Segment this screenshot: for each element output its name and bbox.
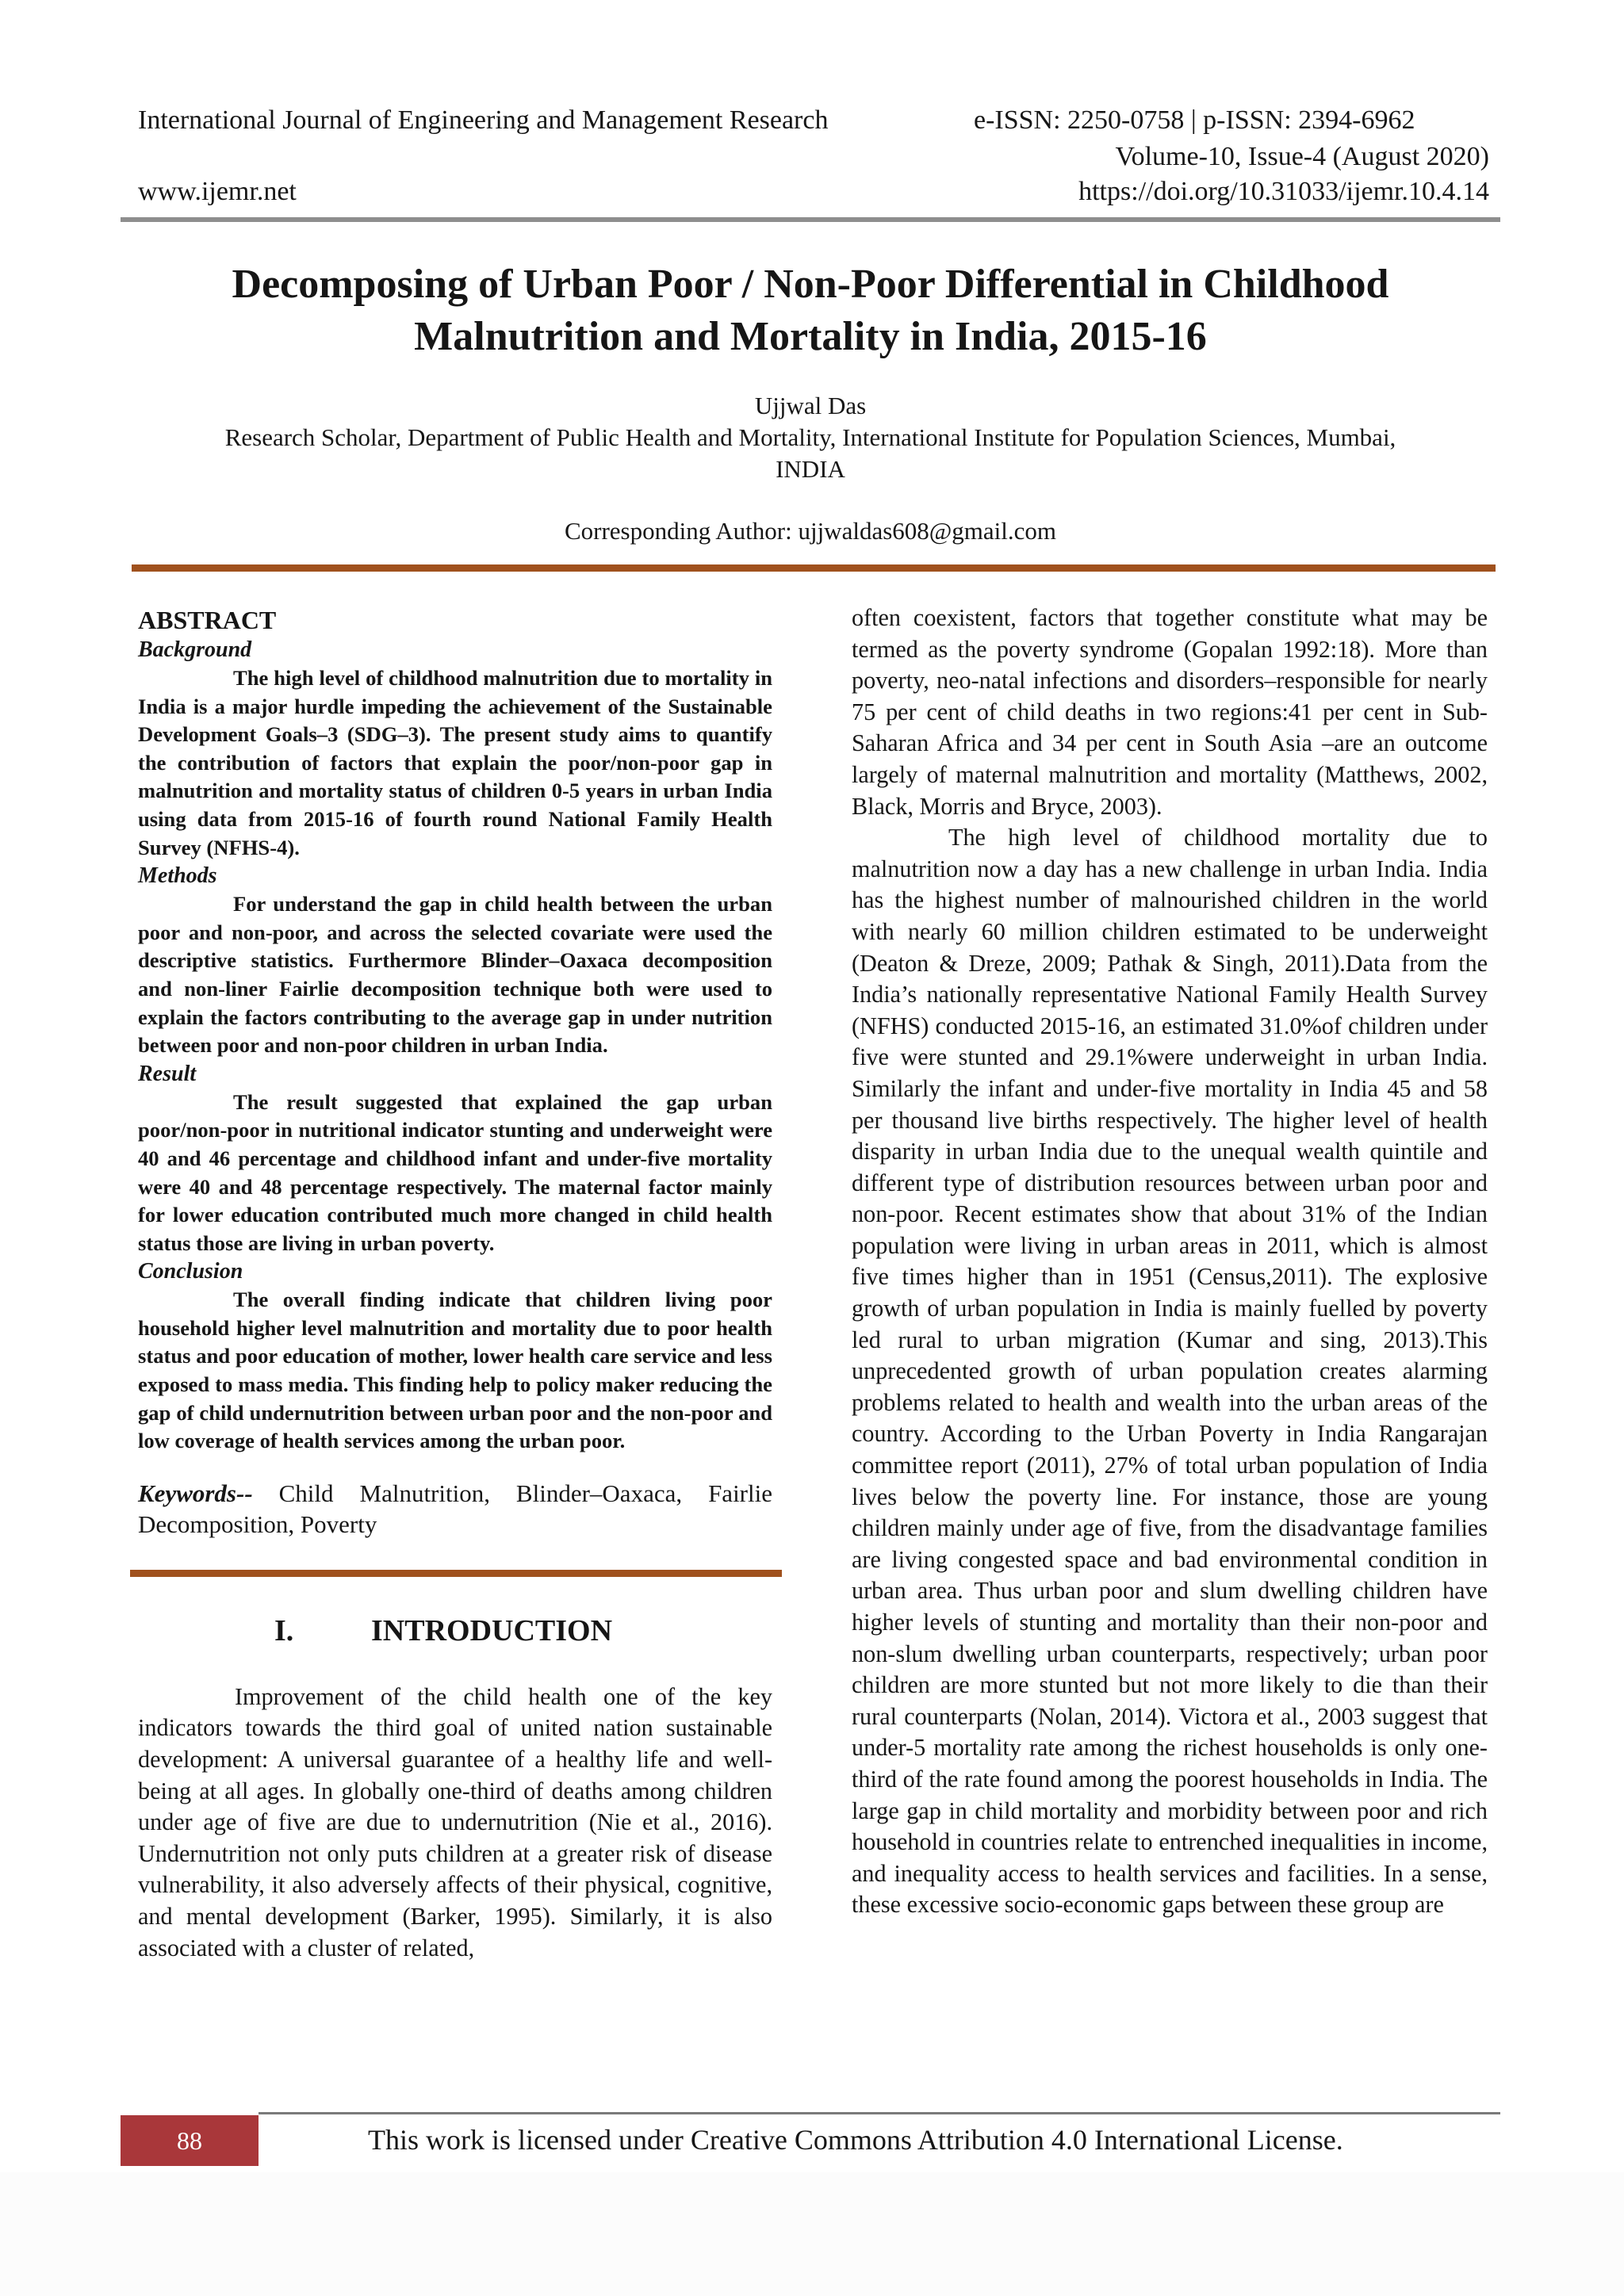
introduction-paragraph-2: The high level of childhood mortality due to malnutrition now a day has a new challenge in urban India. India has the highest number of malnourished children in the world with nearly 60 million children estimated to be underweight (Deaton & Dreze, 2009; Pathak & Singh, 2011).Data from the India’s nationally representative National Family Health Survey (NFHS) conducted 2015-16, an estimated 31.0%of children under five were stunted and 29.1%were underweight in urban India. Similarly the infant and under-five mortality in India 45 and 58 per thousand live births respectively. The higher level of health disparity in urban India due to the unequal wealth quintile and different type of distribution resources between urban poor and non-poor. Recent estimates show that about 31% of the Indian population were living in urban areas in 2011, which is almost five times higher than in 1951 (Census,2011). The explosive growth of urban population in India is mainly fuelled by poverty led rural to urban migration (Kumar and sing, 2013).This unprecedented growth of urban population creates alarming problems related to health and wealth into the urban areas of the country. According to the Urban Poverty in India Rangarajan committee report (2011), 27% of total urban population of India lives below the poverty line. For instance, those are young children mainly under age of five, from the disadvantage families are living congested space and bad environmental condition in urban area. Thus urban poor and slum dwelling children have higher levels of stunting and mortality than their non-poor and non-slum dwelling urban counterparts, respectively; urban poor children are more stunted but not more likely to die than their rural counterparts (Nolan, 2014). Victora et al., 2003 suggest that under-5 mortality rate among the richest households is only one-third of the rate found among the poorest households in India. The large gap in child mortality and morbidity between poor and rich household in countries relate to entrenched inequalities in income, and inequality access to health services and facilities. In a sense, these excessive socio-economic gaps between these group are [852,824,1488,1919]
footer-rule [259,2112,1500,2114]
abstract-heading: ABSTRACT [138,606,277,634]
issn-text: e-ISSN: 2250-0758 | p-ISSN: 2394-6962 [974,105,1415,135]
right-column [852,603,1488,1921]
conclusion-text: The overall finding indicate that children living poor household higher level malnutrition and mortality due to poor health status and poor education of mother, lower health care service and less exposed to mass media. This finding help to policy maker reducing the gap of child undernutrition between urban poor and the non-poor and low coverage of health services among the urban poor. [138,1288,772,1453]
title-divider [132,564,1496,572]
methods-text: For understand the gap in child health between the urban poor and non-poor, and across the selected covariate were used the descriptive statistics. Furthermore Blinder–Oaxaca decomposition and non-liner Fairlie decomposition technique both were used to explain the factors contributing to the average gap in under nutrition between poor and non-poor children in urban India. [138,892,772,1058]
result-heading: Result [138,1061,197,1086]
keywords [138,1478,772,1540]
result-text: The result suggested that explained the gap urban poor/non-poor in nutritional indicator stunting and underweight were 40 and 46 percentage and childhood infant and under-five mortality were 40 and 48 percentage respectively. The maternal factor mainly for lower education contributed much more changed in child health status those are living in urban poverty. [138,1089,772,1255]
website-link[interactable]: www.ijemr.net [138,177,297,206]
journal-name: International Journal of Engineering and Management Research [138,105,829,135]
keywords-text: Child Malnutrition, Blinder–Oaxaca, Fairlie Decomposition, Poverty [138,1479,772,1538]
header-rule [121,217,1500,222]
affiliation-line-2: INDIA [776,455,845,483]
introduction-paragraph-1-continued: often coexistent, factors that together constitute what may be termed as the poverty syndrome (Gopalan 1992:18). More than poverty, neo-natal infections and disorders–responsible for nearly 75 per cent of child deaths in two regions:41 per cent in Sub-Saharan Africa and 34 per cent in South Asia –are an outcome largely of maternal malnutrition and mortality (Matthews, 2002, Black, Morris and Bryce, 2003). [852,604,1488,820]
left-column [138,604,772,1964]
section-title: INTRODUCTION [371,1613,613,1647]
keywords-label: Keywords-- [138,1479,253,1507]
section-number: I. [274,1613,294,1647]
volume-text: Volume-10, Issue-4 (August 2020) [1115,142,1489,171]
conclusion-heading: Conclusion [138,1259,243,1284]
background-text: The high level of childhood malnutrition due to mortality in India is a major hurdle impeding the achievement of the Sustainable Development Goals–3 (SDG–3). The present study aims to quantify the contribution of factors that explain the poor/non-poor gap in malnutrition and mortality status of children 0-5 years in urban India using data from 2015-16 of fourth round National Family Health Survey (NFHS-4). [138,666,772,859]
footer-shade [0,2172,1624,2296]
abstract-divider [130,1570,782,1577]
title-line-2: Malnutrition and Mortality in India, 2015-16 [414,314,1207,359]
paper-title [121,258,1500,363]
methods-heading: Methods [138,863,217,889]
introduction-heading [274,1612,772,1650]
introduction-paragraph-1: Improvement of the child health one of the key indicators towards the third goal of united nation sustainable development: A universal guarantee of a healthy life and well-being at all ages. In globally one-third of deaths among children under age of five are due to undernutrition (Nie et al., 2016). Undernutrition not only puts children at a greater risk of disease vulnerability, it also adversely affects of their physical, cognitive, and mental development (Barker, 1995). Similarly, it is also associated with a cluster of related, [138,1682,772,1961]
author-name: Ujjwal Das [754,392,867,419]
page-number: 88 [121,2115,259,2166]
corresponding-author[interactable]: Corresponding Author: ujjwaldas608@gmail.com [564,517,1057,545]
background-heading: Background [138,637,252,662]
affiliation-line-1: Research Scholar, Department of Public Health and Mortality, International Institute for Population Sciences, Mumbai, [224,423,1396,451]
title-line-1: Decomposing of Urban Poor / Non-Poor Differential in Childhood [232,262,1389,307]
doi-link[interactable]: https://doi.org/10.31033/ijemr.10.4.14 [1078,177,1489,206]
license-text: This work is licensed under Creative Commons Attribution 4.0 International License. [368,2124,1343,2156]
